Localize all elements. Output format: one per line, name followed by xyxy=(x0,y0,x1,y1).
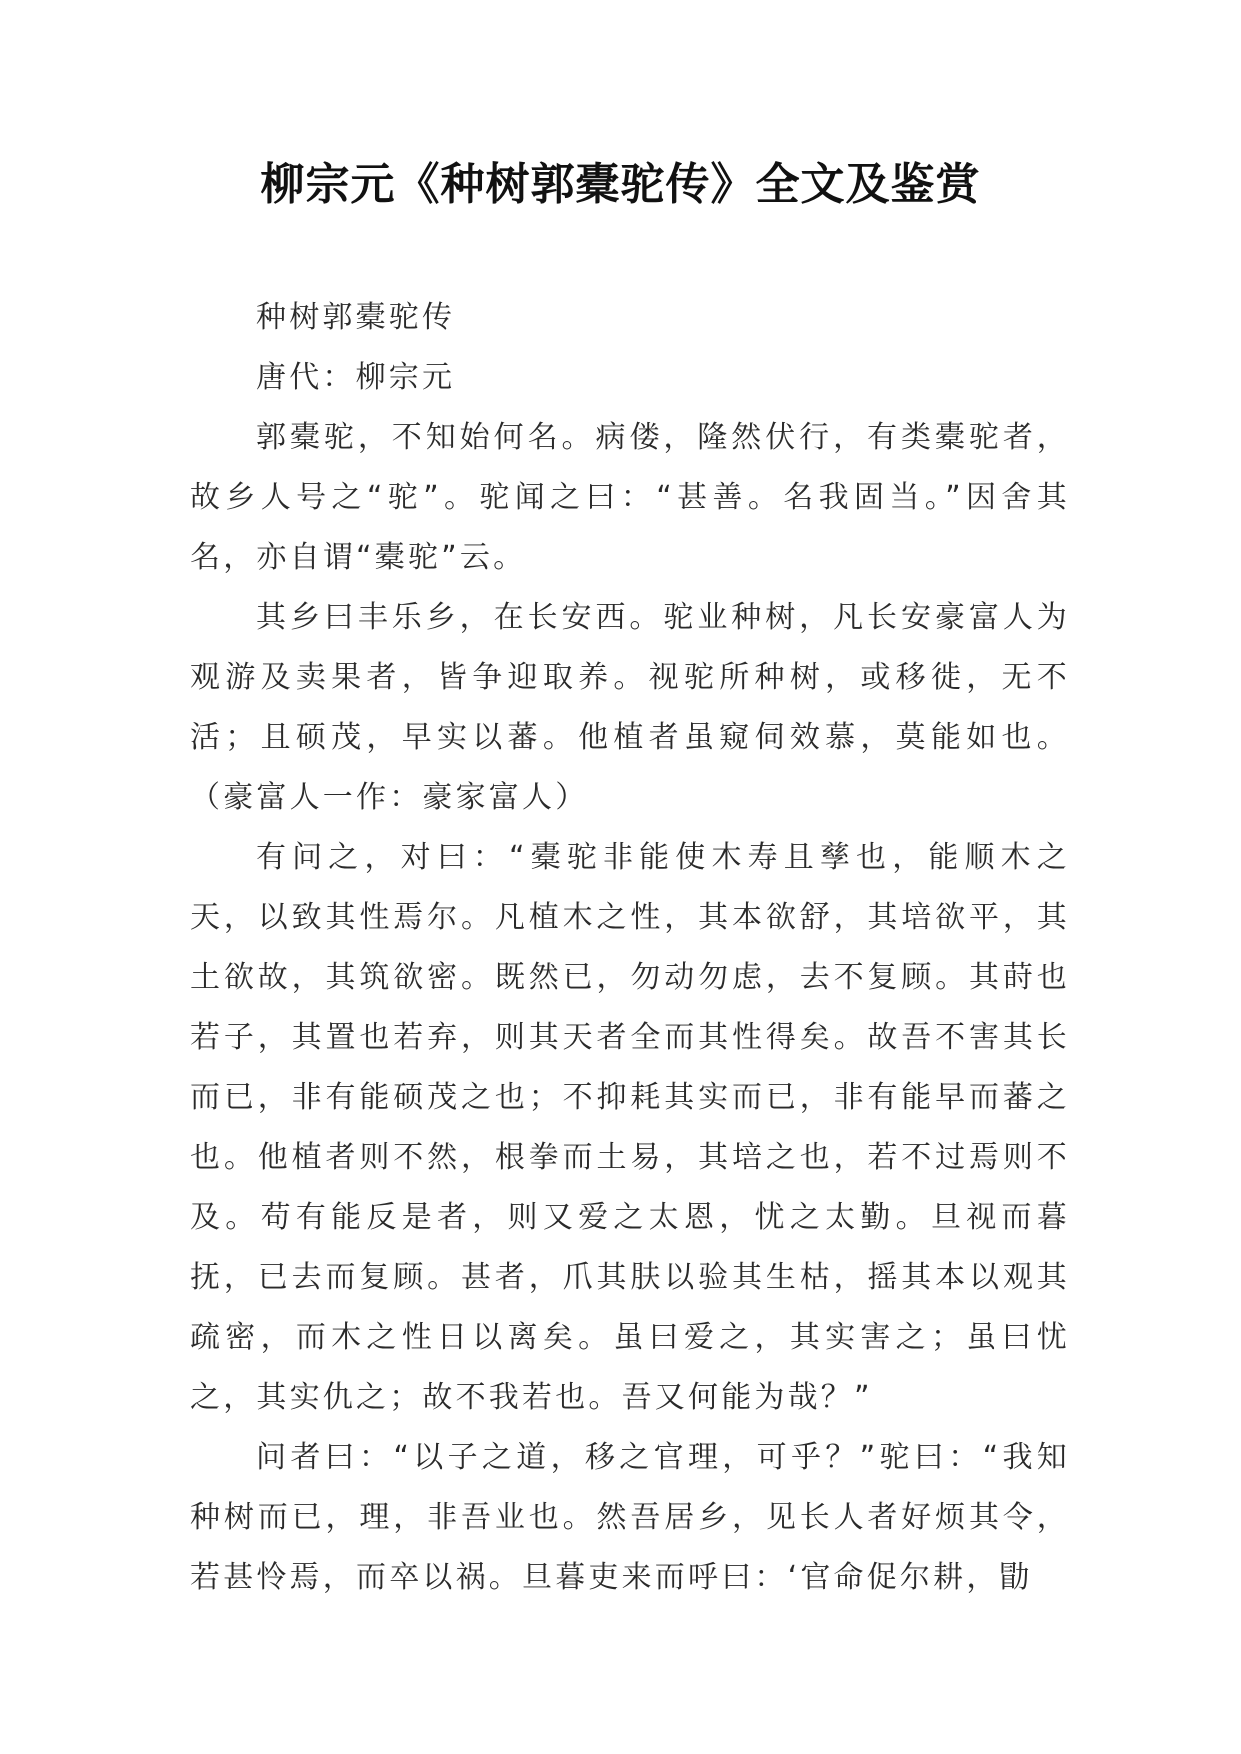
paragraph: 郭橐驼，不知始何名。病偻，隆然伏行，有类橐驼者，故乡人号之“驼”。驼闻之曰：“甚善。名我固当。”因舍其名，亦自谓“橐驼”云。 xyxy=(190,420,1070,575)
document-body xyxy=(190,288,1070,1608)
paragraph: 其乡曰丰乐乡，在长安西。驼业种树，凡长安豪富人为观游及卖果者，皆争迎取养。视驼所种树，或移徙，无不活；且硕茂，早实以蕃。他植者虽窥伺效慕，莫能如也。（豪富人一作：豪家富人） xyxy=(190,600,1070,815)
paragraph: 有问之，对曰：“橐驼非能使木寿且孳也，能顺木之天，以致其性焉尔。凡植木之性，其本欲舒，其培欲平，其土欲故，其筑欲密。既然已，勿动勿虑，去不复顾。其莳也若子，其置也若弃，则其天者全而其性得矣。故吾不害其长而已，非有能硕茂之也；不抑耗其实而已，非有能早而蕃之也。他植者则不然，根拳而土易，其培之也，若不过焉则不及。苟有能反是者，则又爱之太恩，忧之太勤。旦视而暮抚，已去而复顾。甚者，爪其肤以验其生枯，摇其本以观其疏密，而木之性日以离矣。虽曰爱之，其实害之；虽曰忧之，其实仇之；故不我若也。吾又何能为哉？” xyxy=(190,840,1070,1415)
document-title: 柳宗元《种树郭橐驼传》全文及鉴赏 xyxy=(260,159,981,210)
paragraph-author: 唐代：柳宗元 xyxy=(256,360,456,395)
paragraph: 问者曰：“以子之道，移之官理，可乎？”驼曰：“我知种树而已，理，非吾业也。然吾居乡，见长人者好烦其令，若甚怜焉，而卒以祸。旦暮吏来而呼曰：‘官命促尔耕，勖 xyxy=(190,1440,1070,1595)
paragraph-subtitle: 种树郭橐驼传 xyxy=(256,300,456,335)
